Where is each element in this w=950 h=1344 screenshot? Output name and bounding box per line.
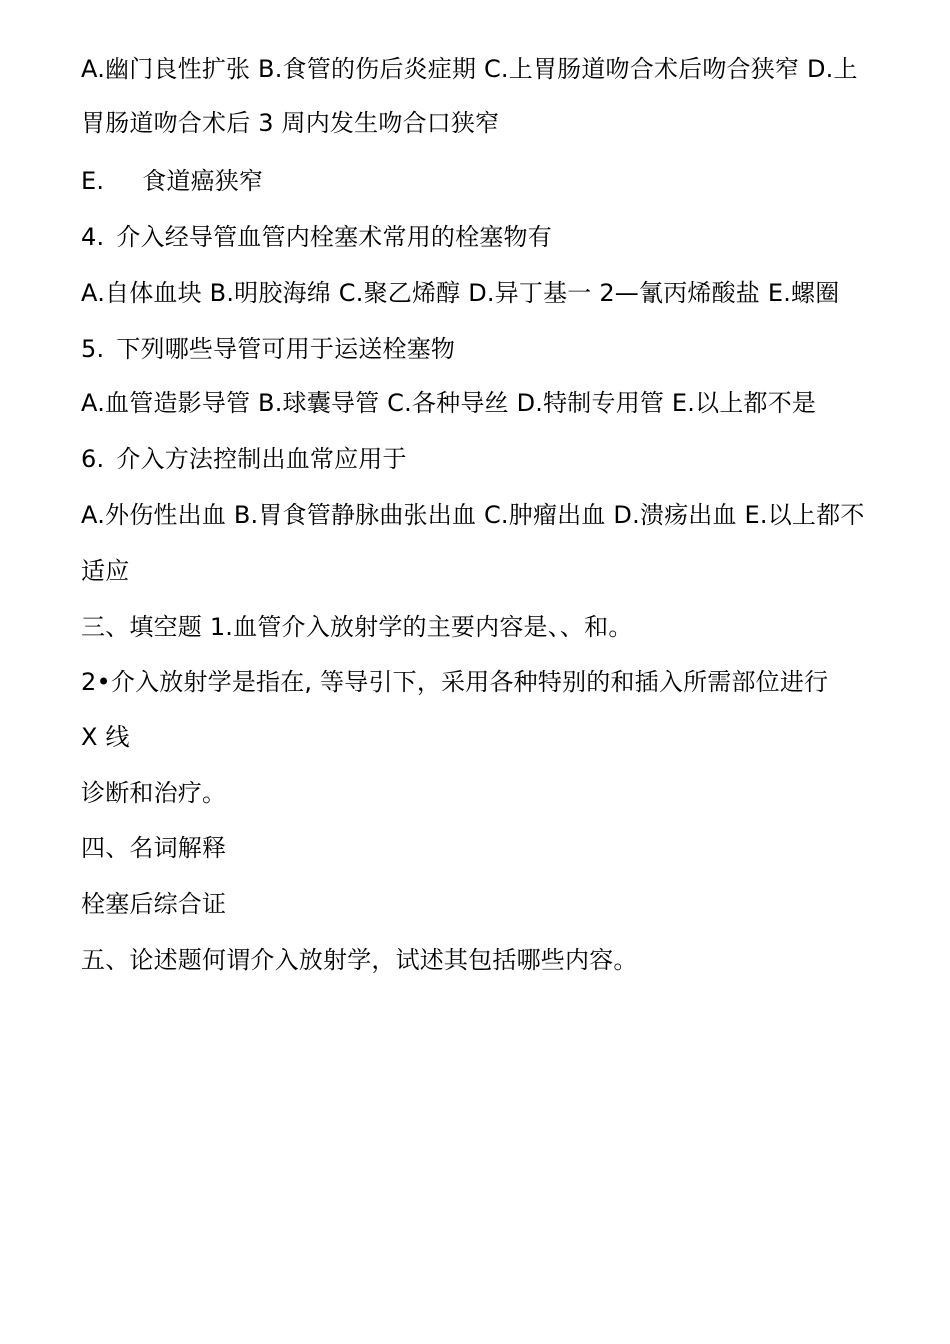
option-line-q3-a-d: A.幽门良性扩张 B.食管的伤后炎症期 C.上胃肠道吻合术后吻合狭窄 D.上 <box>81 55 858 83</box>
question-number: 4. <box>81 223 105 251</box>
options-q5: A.血管造影导管 B.球囊导管 C.各种导丝 D.特制专用管 E.以上都不是 <box>81 389 817 417</box>
question-text: 介入方法控制出血常应用于 <box>116 445 407 473</box>
fill-blank-q2-end: 诊断和治疗。 <box>81 779 227 807</box>
section-essay: 五、论述题何谓介入放射学，试述其包括哪些内容。 <box>81 946 638 974</box>
question-text: 介入经导管血管内栓塞术常用的栓塞物有 <box>116 223 552 251</box>
option-marker: E. <box>81 167 105 195</box>
options-q4: A.自体血块 B.明胶海绵 C.聚乙烯醇 D.异丁基一 2—氰丙烯酸盐 E.螺圈 <box>81 279 840 307</box>
question-text: 下列哪些导管可用于运送栓塞物 <box>116 335 456 363</box>
options-q6-cont: 适应 <box>81 557 130 585</box>
question-6 <box>81 444 881 474</box>
fill-blank-q2-cont: X 线 <box>81 723 130 751</box>
fill-blank-q2: 2•介入放射学是指在, 等导引下，采用各种特别的和插入所需部位进行 <box>81 668 829 696</box>
section-term-definition: 四、名词解释 <box>81 834 227 862</box>
option-line-q3-d-cont: 胃肠道吻合术后 3 周内发生吻合口狭窄 <box>81 109 500 137</box>
option-line-q3-e <box>81 166 881 196</box>
section-fill-blank: 三、填空题 1.血管介入放射学的主要内容是、、和。 <box>81 613 633 641</box>
question-4 <box>81 222 881 252</box>
question-5 <box>81 334 881 364</box>
term-item: 栓塞后综合证 <box>81 890 227 918</box>
options-q6: A.外伤性出血 B.胃食管静脉曲张出血 C.肿瘤出血 D.溃疡出血 E.以上都不 <box>81 501 865 529</box>
option-text: 食道癌狭窄 <box>142 167 264 195</box>
question-number: 5. <box>81 335 105 363</box>
question-number: 6. <box>81 445 105 473</box>
